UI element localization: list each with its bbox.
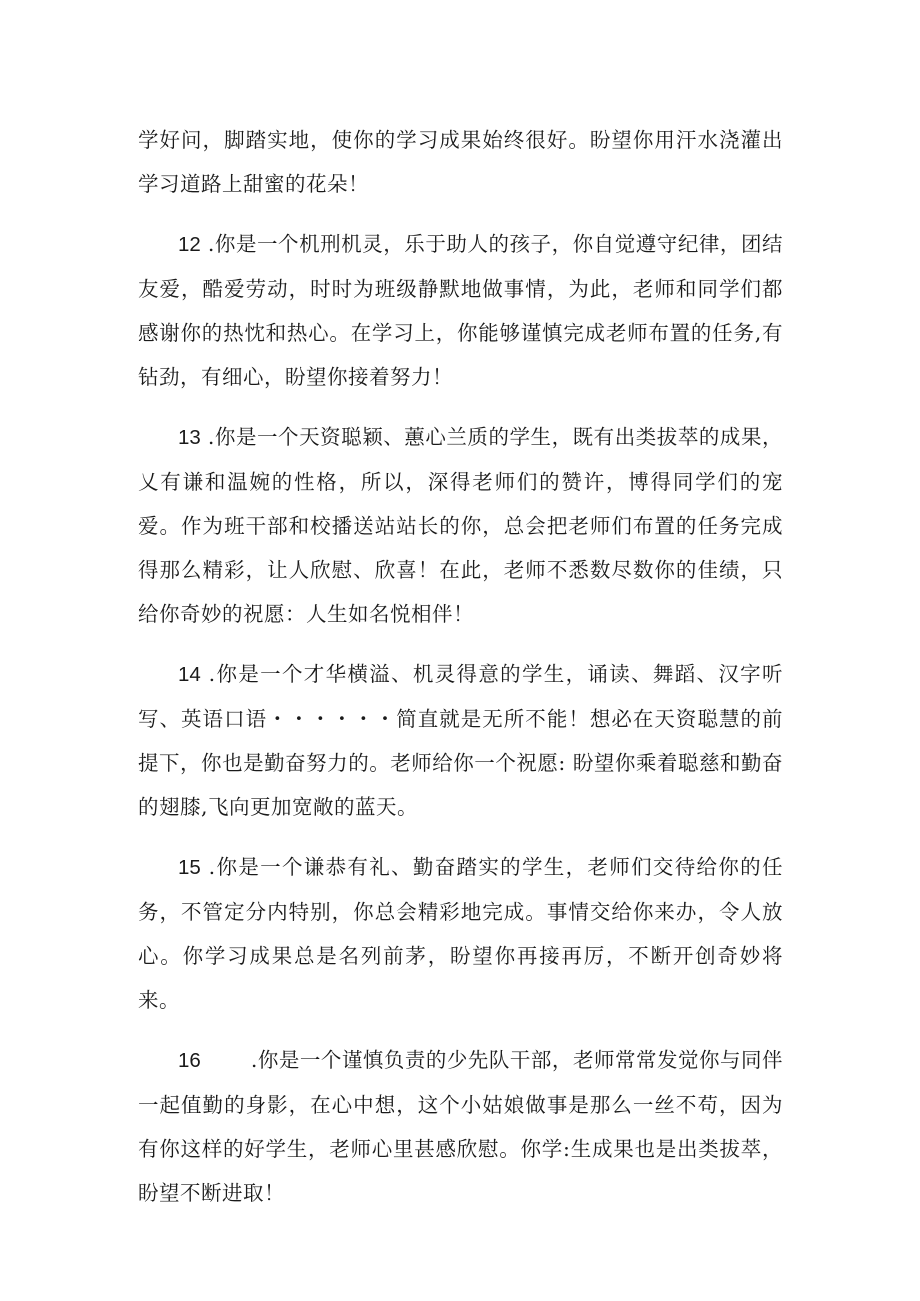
paragraph-number: 15	[178, 856, 201, 879]
paragraph-14	[138, 652, 783, 829]
paragraph-16	[138, 1038, 783, 1215]
paragraph-number: 13	[178, 426, 201, 449]
paragraph-continuation	[138, 118, 783, 206]
paragraph-text: 学好问，脚踏实地，使你的学习成果始终很好。盼望你用汗水浇灌出学习道路上甜蜜的花朵！	[138, 128, 783, 196]
paragraph-number: 12	[178, 233, 201, 256]
paragraph-text: .你是一个谦恭有礼、勤奋踏实的学生，老师们交待给你的任务，不管定分内特别，你总会精彩地完成。事情交给你来办，令人放心。你学习成果总是名列前茅，盼望你再接再厉，不断开创奇妙将来。	[138, 855, 783, 1012]
document-body	[138, 118, 783, 1231]
paragraph-number: 16	[178, 1049, 201, 1072]
paragraph-text: .你是一个谨慎负责的少先队干部，老师常常发觉你与同伴一起值勤的身影，在心中想，这个小姑娘做事是那么一丝不苟，因为有你这样的好学生，老师心里甚感欣慰。你学:生成果也是出类拔萃，盼望不断进取！	[138, 1048, 783, 1205]
paragraph-text: .你是一个天资聪颖、蕙心兰质的学生，既有出类拔萃的成果，乂有谦和温婉的性格，所以，深得老师们的赞许，博得同学们的宠爱。作为班干部和校播送站站长的你，总会把老师们布置的任务完成得那么精彩，让人欣慰、欣喜！在此，老师不悉数尽数你的佳绩，只给你奇妙的祝愿：人生如名悦相伴！	[138, 425, 783, 626]
paragraph-15	[138, 845, 783, 1022]
paragraph-text: .你是一个才华横溢、机灵得意的学生，诵读、舞蹈、汉字听写、英语口语・・・・・・简直就是无所不能！想必在天资聪慧的前提下，你也是勤奋努力的。老师给你一个祝愿: 盼望你乘着聪慈和勤奋的翅膝,飞向更加宽敞的蓝天。	[138, 662, 783, 819]
paragraph-text: .你是一个机刑机灵，乐于助人的孩子，你自觉遵守纪律，团结友爱，酷爱劳动，时时为班级静默地做事情，为此，老师和同学们都感谢你的热忱和热心。在学习上，你能够谨慎完成老师布置的任务,有钻劲，有细心，盼望你接着努力！	[138, 232, 783, 389]
paragraph-number: 14	[178, 663, 201, 686]
paragraph-13	[138, 415, 783, 636]
paragraph-12	[138, 222, 783, 399]
